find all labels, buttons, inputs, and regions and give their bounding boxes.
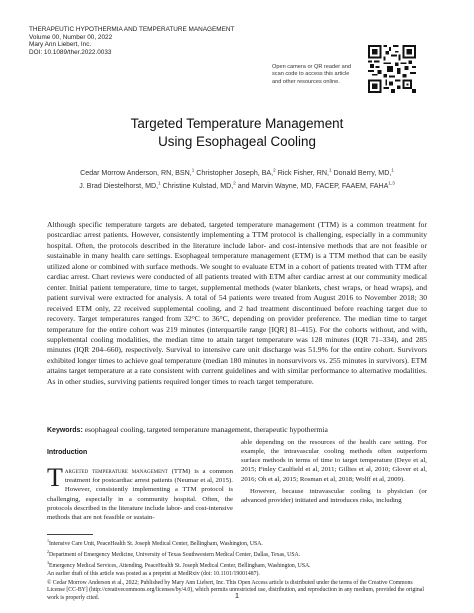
author-name: Christine Kulstad, MD,	[162, 182, 234, 191]
page-number: 1	[234, 591, 240, 600]
qr-note-line: and other resources online.	[272, 78, 340, 85]
copyright-notice: © Cedar Morrow Anderson et al., 2022; Published by Mary Ann Liebert, Inc. This Open Access article is distributed under the terms of the Creative Commons License [CC-BY] (http://creativecommons.org/licenses/by/4.0), which permits unrestricted use, distribution, and reproduction in any medium, provided the original work is properly cited.	[47, 579, 424, 601]
author	[79, 182, 160, 190]
affiliation-marker: 1	[391, 168, 394, 173]
journal-doi[interactable]: DOI: 10.1089/ther.2022.0033	[29, 48, 112, 56]
paragraph: able depending on the resources of the health care setting. For example, the intravascular cooling methods often outperform surface methods in terms of time to target temperature (Deye et al, 2015; Finley Caulfield et al, 2011; Gillies et al, 2010; Glover et al, 2016; Oh et al, 2015; Rosman et al, 2018; Wolff et al, 2009).	[241, 439, 427, 483]
author-name: Donald Berry, MD,	[333, 169, 392, 178]
drop-cap: T	[47, 463, 63, 493]
journal-name: THERAPEUTIC HYPOTHERMIA AND TEMPERATURE MANAGEMENT	[29, 26, 235, 33]
keywords	[47, 425, 427, 436]
body-column-left	[47, 448, 233, 522]
footnote-divider	[47, 534, 93, 535]
qr-note-line: Open camera or QR reader and	[272, 64, 351, 70]
footnote: $^2$Department of Emergency Medicine, University of Texas Southwestern Medical Center, Dallas, Texas, USA.	[47, 549, 301, 559]
journal-volume: Volume 00, Number 00, 2022	[29, 33, 113, 41]
author-name: and Marvin Wayne, MD, FACEP, FAAEM, FAHA	[237, 182, 389, 191]
author	[238, 182, 395, 190]
author-name: J. Brad Diestelhorst, MD,	[79, 182, 159, 191]
footnote: $^3$Emergency Medical Services, Attending, PeaceHealth St. Joseph Medical Center, Bellingham, Washington, USA.	[47, 560, 311, 570]
author-name: Christopher Joseph, BA,	[196, 169, 274, 178]
author-name: Cedar Morrow Anderson, RN, BSN,	[80, 169, 192, 178]
affiliation-marker: 1	[158, 180, 161, 186]
keywords-label: Keywords:	[47, 427, 83, 434]
qr-note	[272, 64, 366, 86]
affiliation-marker: 1,3	[388, 180, 395, 186]
article-title	[0, 115, 474, 152]
title-line: Using Esophageal Cooling	[158, 134, 316, 150]
author	[278, 169, 332, 177]
section-heading: Introduction	[47, 449, 88, 456]
author-name: Rick Fisher, RN,	[277, 169, 329, 178]
intro-smallcaps: argeted temperature management	[64, 468, 168, 476]
author	[196, 169, 275, 177]
body-column-right	[241, 438, 427, 505]
footnote: $^1$Intensive Care Unit, PeaceHealth St. Joseph Medical Center, Bellingham, Washington, USA.	[47, 538, 263, 547]
journal-publisher: Mary Ann Liebert, Inc.	[29, 41, 92, 49]
journal-header	[29, 26, 234, 56]
intro-text: (TTM) is a common treatment for postcardiac arrest patients (Neumar et al, 2015). However, consistently implementing a TTM protocol is challenging, especially in a community hospital. Often, the protocols described in the literature include labor- and cost-intensive methods that are not feasible or sustain-	[47, 468, 233, 521]
preprint-note: An earlier draft of this article was posted as a preprint at MedRxiv (doi: 10.1101/19001487).	[47, 570, 260, 577]
title-line: Targeted Temperature Management	[130, 116, 344, 131]
affiliation-marker: 1	[191, 168, 195, 173]
paragraph: However, because intravascular cooling is physician (or advanced provider) initiated and introduces risks, including	[241, 487, 427, 504]
qr-code-icon[interactable]	[368, 45, 416, 93]
author	[333, 169, 393, 177]
author	[163, 182, 236, 190]
intro-paragraph	[47, 463, 233, 522]
affiliation-marker: 2	[273, 168, 276, 173]
author	[80, 169, 194, 177]
affiliation-marker: 1	[328, 168, 332, 173]
keywords-text: esophageal cooling, targeted temperature management, therapeutic hypothermia	[84, 425, 328, 434]
author-list	[24, 166, 450, 192]
qr-note-line: scan code to access this article	[272, 71, 350, 78]
abstract: Although specific temperature targets are debated, targeted temperature management (TTM) is a common treatment for postcardiac arrest patients. However, consistently implementing a TTM protocol is challenging, especially in a community hospital. Often, the protocols described in the literature include labor- and cost-intensive methods that are not feasible or sustainable in many health care settings. Esophageal temperature management (ETM) is a TTM method that can be easily utilized alone or combined with surface methods. We sought to evaluate ETM in a cohort of patients treated with TTM after cardiac arrest. Chart reviews were conducted of all patients treated with ETM after cardiac arrest at our community medical center. Initial patient temperature, time to target, supplemental methods (water blankets, chest wraps, or head wraps), and patient survival were extracted for analysis. A total of 54 patients were treated from August 2016 to November 2018; 30 received ETM only, 22 received supplemental cooling, and 2 had treatment discontinued before reaching target due to recovery. Target temperatures ranged from 32°C to 36°C, depending on provider preference. The median time to target temperature for the entire cohort was 219 minutes (interquartile range [IQR] 81–415). For the cohorts without, and with, supplemental cooling modalities, the median time to attain target temperature was 128 minutes (IQR 71–334), and 285 minutes (IQR 204–660), respectively. Survival to intensive care unit discharge was 51.9% for the entire cohort. Survivors exhibited longer times to achieve goal temperature (median 180 minutes in nonsurvivors vs. 255 minutes in survivors). ETM attains target temperature at a rate consistent with current guidelines and with similar performance to alternative modalities. As in other studies, surviving patients required longer times to reach target temperature.	[47, 220, 427, 386]
affiliation-marker: 2	[233, 180, 236, 186]
